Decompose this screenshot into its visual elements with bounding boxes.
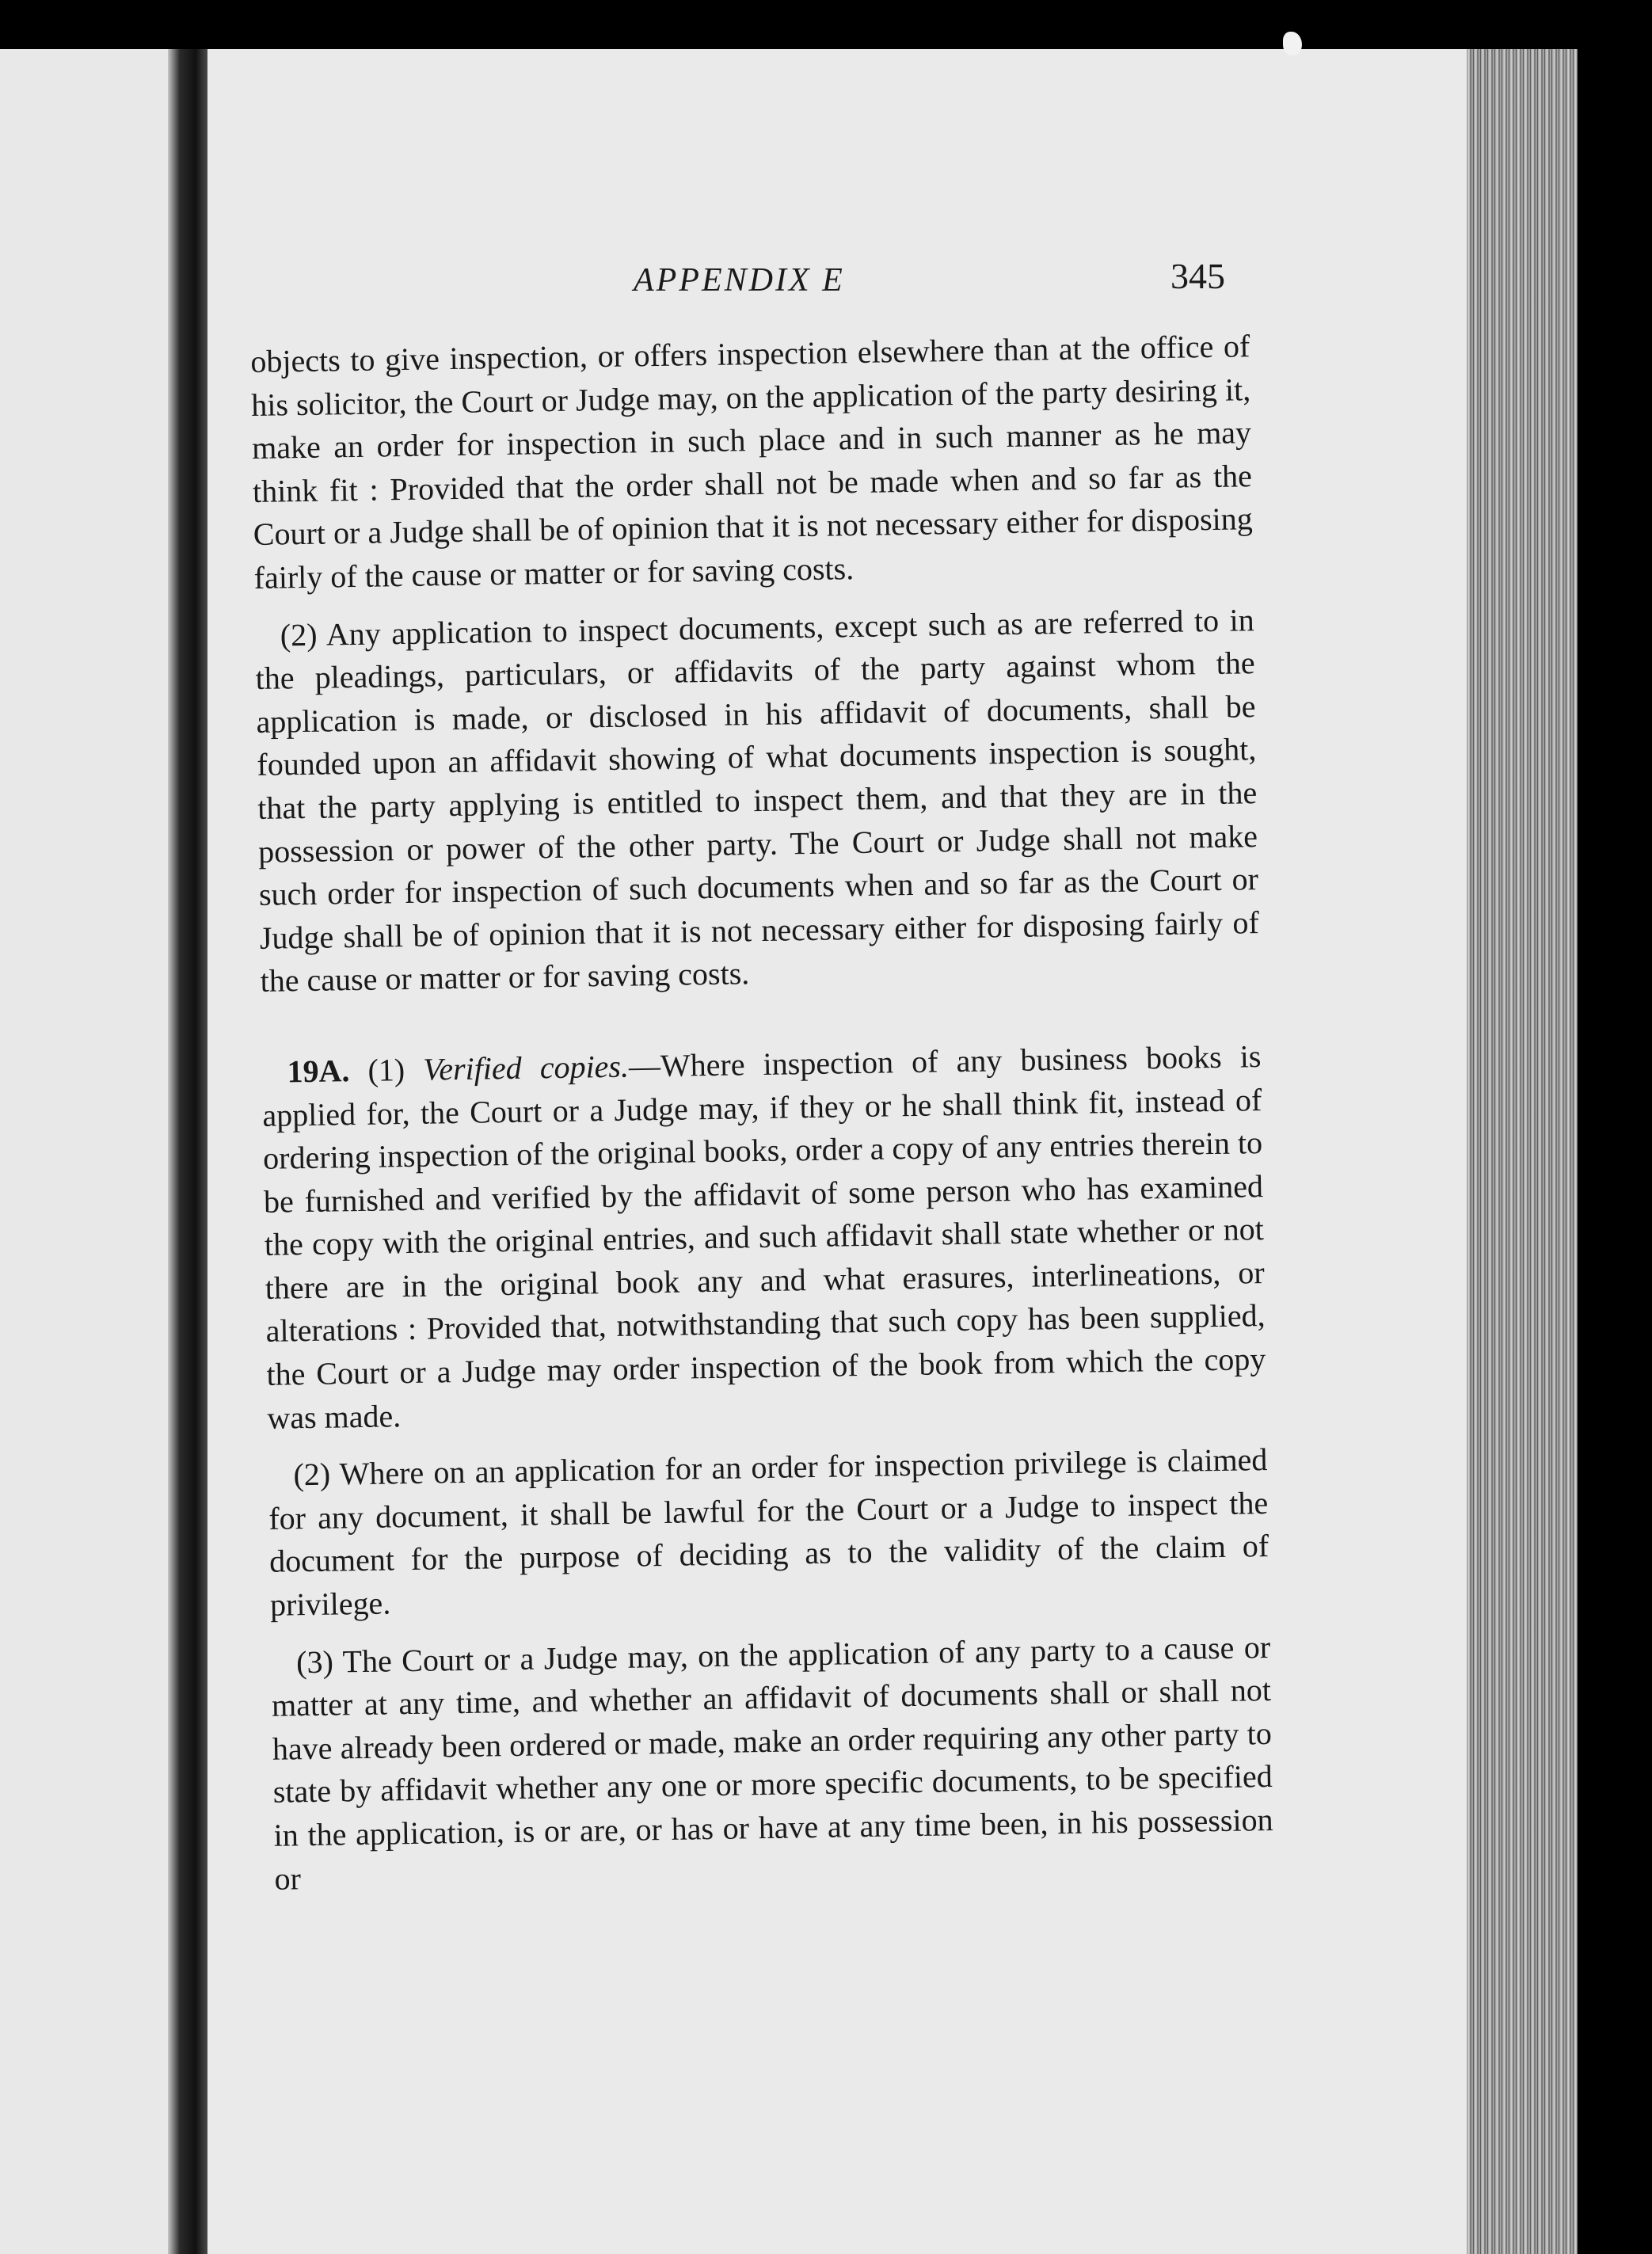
section-19a xyxy=(261,1035,1267,1440)
running-head: APPENDIX E xyxy=(634,262,845,299)
page-number: 345 xyxy=(1170,256,1225,296)
book-gutter xyxy=(168,49,207,2254)
left-facing-page xyxy=(0,49,168,2254)
paragraph-19a-3: (3) The Court or a Judge may, on the application of any party to a cause or matter at any time, and whether an affidavit of documents shall or shall not have already been ordered or made, make an order requiring any other party to state by affidavit whether any one or more specific documents, to be specified in the application, is or are, or has or have at any time been, in his possession or xyxy=(271,1628,1273,1897)
section-number: 19A. xyxy=(287,1053,350,1090)
section-title: Verified copies. xyxy=(422,1048,630,1087)
paragraph-continuation: objects to give inspection, or offers inspection elsewhere than at the office of his solicitor, the Court or Judge may, on the application of the party desiring it, make an order for inspection in such place and in such manner as he may think fit : Provided that the order shall not be made when and so far as the Court or a Judge shall be of opinion that it is not necessary either for disposing fairly of the cause or matter or for saving costs. xyxy=(250,328,1254,596)
paragraph-19a-2: (2) Where on an application for an order for inspection privilege is claimed for any document, it shall be lawful for the Court or a Judge to inspect the document for the purpose of deciding as to the validity of the claim of privilege. xyxy=(268,1441,1269,1623)
section-body: —Where inspection of any business books is applied for, the Court or a Judge may, if they or he shall think fit, instead of ordering inspection of the original books, order a copy of any entries therein to be furnished and verified by the affidavit of some person who has examined the copy with the original entries, and such affidavit shall state whether or not there are in the original book any and what erasures, interlineations, or alterations : Provided that, notwithstanding that such copy has been supplied, the Court or a Judge may order inspection of the book from which the copy was made. xyxy=(262,1038,1266,1436)
page-stack-edge xyxy=(1467,49,1578,2254)
body-text xyxy=(250,325,1274,1901)
paper-speck xyxy=(1283,32,1302,55)
paragraph-2: (2) Any application to inspect documents, except such as are referred to in the pleadings, particulars, or affidavits of the party against whom the application is made, or disclosed in his affidavit of documents, shall be founded upon an affidavit showing of what documents inspection is sought, that the party applying is entitled to inspect them, and that they are in the possession or power of the other party. The Court or Judge shall not make such order for inspection of such documents when and so far as the Court or Judge shall be of opinion that it is not necessary either for disposing fairly of the cause or matter or for saving costs. xyxy=(255,601,1260,999)
subsection-number: (1) xyxy=(367,1051,405,1088)
